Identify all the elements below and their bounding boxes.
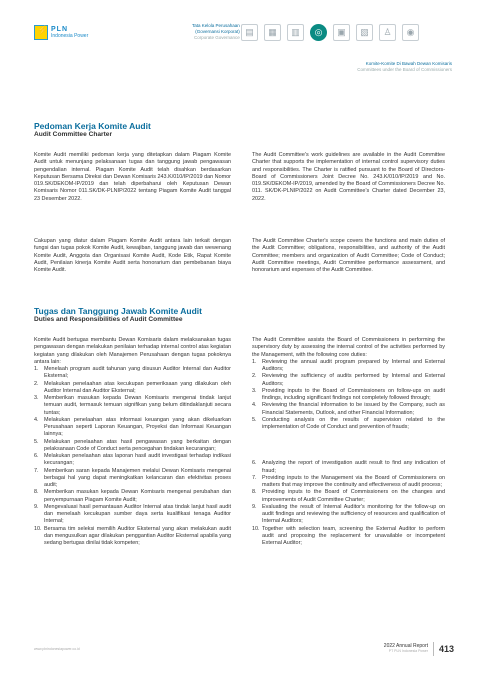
section-tag — [357, 61, 452, 73]
chapter-title — [192, 23, 240, 41]
section1-left-p2: Cakupan yang diatur dalam Piagam Komite Audit antara lain terkait dengan fungsi dan tugas pokok Komite Audit, kewajiban, tanggung jawab dan wewenang Komite Audit, Anggota dan Organisasi Komite Audit, Kode Etik, Rapat Komite Audit, Penilaian kinerja Komite Audit serta honorarium dan pembebanan biaya Komite Audit. — [34, 238, 231, 273]
footer-company: PT PLN Indonesia Power — [388, 649, 428, 653]
section1-title: Pedoman Kerja Komite Audit — [34, 121, 151, 131]
section1-left-p1: Komite Audit memiliki pedoman kerja yang ditetapkan dalam Piagam Komite Audit untuk menunjang pelaksanaan tugas dan tanggung jawab pengawasan pengendalian internal. Piagam Komite Audit telah disahkan berdasarkan Keputusan Bersama Direksi dan Dewan Komisaris 243.K/010/IP/2019 dan Nomor 019.SK/DEKOM-IP/2019 dan telah diperbaharui oleh Keputusan Dewan Komisaris Nomor 011.SK/DK-PLNIP/2022 tentang Piagam Komite Audit tanggal 23 Desember 2022. — [34, 152, 231, 202]
list-item: 9. Mengevaluasi hasil pemantauan Auditor Internal atas tindak lanjut hasil audit dan menelaah kecukupan sumber daya serta kualifikasi tenaga Auditor Internal; — [34, 503, 231, 525]
chart-icon[interactable]: ▥ — [287, 24, 304, 41]
list-item: 3. Memberikan masukan kepada Dewan Komisaris mengenai tindak lanjut temuan audit, termasuk temuan signifikan yang belum ditindaklanjuti secara tuntas; — [34, 395, 231, 416]
list-item: 4. Melakukan penelaahan atas informasi keuangan yang akan dikeluarkan Perusahaan seperti Laporan Keuangan, Proyeksi dan Informasi Keuangan lainnya; — [34, 416, 231, 438]
list-item: 5. Conducting analysis on the results of supervision related to the implementation of Code of Conduct and prevention of frauds; — [252, 416, 445, 430]
section2-subtitle: Duties and Responsibilities of Audit Committee — [34, 316, 183, 323]
section2-right-text — [252, 337, 445, 547]
footer-url[interactable]: www.plnindonesiapower.co.id — [34, 647, 80, 651]
list-item: 1. Menelaah program audit tahunan yang disusun Auditor Internal dan Auditor Eksternal; — [34, 366, 231, 380]
section2-title: Tugas dan Tanggung Jawab Komite Audit — [34, 306, 202, 316]
section1-right-p1: The Audit Committee's work guidelines are available in the Audit Committee Charter that supports the implementation of internal control supervisory duties and responsibilities. The Charter is ratified pursuant to the Board of Directors-Board of Commissioners Joint Decree No. 243.K/010/IP/2019 and No. 019.SK/DEKOM-IP/2019, amended by the Board of Commissioners Decree No. 011. SK/DK-PLNIP/2022 on Audit Committee's Charter dated December 23, 2022. — [252, 152, 445, 202]
section1-subtitle: Audit Committee Charter — [34, 131, 113, 138]
section1-right-text — [252, 152, 445, 203]
chapter-title-line2: (Governansi Korporat) — [195, 29, 240, 34]
report-icon[interactable]: ▣ — [333, 24, 350, 41]
section-tag-line2: Committees under the Board of Commissioners — [357, 67, 452, 72]
footer-report — [384, 643, 428, 653]
list-item: 2. Reviewing the sufficiency of audits performed by Internal and External Auditors; — [252, 373, 445, 387]
list-item: 4. Reviewing the financial information to be issued by the Company, such as Financial Statements, Outlook, and other Financial Information; — [252, 402, 445, 416]
section2-left-intro: Komite Audit bertugas membantu Dewan Komisaris dalam melaksanakan tugas pengawasan dengan melakukan penilaian terhadap internal control atas kegiatan kegiatan yang dilakukan oleh Manajemen Perusahaan dengan tugas pokoknya antara lain: — [34, 337, 231, 365]
list-item: 1. Reviewing the annual audit program prepared by Internal and External Auditors; — [252, 358, 445, 372]
chapter-title-english: Corporate Governance — [194, 35, 240, 40]
list-item: 2. Melakukan penelaahan atas kecukupan pemeriksaan yang dilakukan oleh Auditor Internal dan Auditor Eksternal; — [34, 380, 231, 394]
list-item: 3. Providing inputs to the Board of Commissioners on follow-ups on audit findings, including significant findings not completely followed through; — [252, 387, 445, 401]
overview-icon[interactable]: ▤ — [241, 24, 258, 41]
section2-right-intro: The Audit Committee assists the Board of Commissioners in performing the supervisory duty by assessing the internal control of the activities performed by the Management, with the following core duties: — [252, 337, 445, 358]
book-icon[interactable]: ▧ — [356, 24, 373, 41]
logo-subtext: Indonesia Power — [51, 32, 89, 39]
section1-right-p2: The Audit Committee Charter's scope covers the functions and main duties of the Audit Committee; obligations, responsibilities, and authority of the Audit Committee; members and organization of Audit Committee; Code of Conduct; Audit Committee meetings, Audit Committee performance assessment, and honorarium and expenses of the Audit Committee. — [252, 238, 445, 273]
company-logo — [34, 25, 88, 40]
list-item: 10. Bersama tim seleksi memilih Auditor Eksternal yang akan melakukan audit dan mengusulkan agar dilakukan penggantian Auditor Eksternal apabila yang sedang bertugas dinilai tidak kompeten; — [34, 525, 231, 546]
section1-left-text — [34, 152, 231, 203]
duties-list-en — [252, 359, 445, 548]
list-item: 9. Evaluating the result of Internal Auditor's monitoring for the follow-up on audit findings and reviewing the sufficiency of resources and qualification of Internal Auditors; — [252, 503, 445, 525]
document-icon[interactable]: ▦ — [264, 24, 281, 41]
list-item: 7. Memberikan saran kepada Manajemen melalui Dewan Komisaris mengenai berbagai hal yang dapat meningkatkan kelancaran dan efektivitas proses audit; — [34, 467, 231, 488]
section1-left-text-2 — [34, 238, 231, 274]
list-item: 6. Analyzing the report of investigation audit result to find any indication of fraud; — [252, 460, 445, 474]
people-icon[interactable]: ♙ — [379, 24, 396, 41]
duties-list-id — [34, 366, 231, 547]
logo-text: PLN — [51, 25, 68, 33]
list-item: 10. Together with selection team, screening the External Auditor to perform audit and proposing the replacement for unavailable or incompetent External Auditor; — [252, 525, 445, 546]
chapter-title-line1: Tata Kelola Perusahaan — [192, 23, 240, 28]
footer-divider — [433, 642, 434, 656]
list-item: 7. Providing inputs to the Management via the Board of Commissioners on matters that may improve the continuity and effectiveness of audit process; — [252, 474, 445, 488]
list-item: 6. Melakukan penelaahan atas laporan hasil audit investigasi terhadap indikasi kecurangan; — [34, 453, 231, 467]
section-tag-line1: Komite-Komite Di Bawah Dewan Komisaris — [365, 61, 452, 66]
governance-icon[interactable]: ◎ — [310, 24, 327, 41]
globe-icon[interactable]: ◉ — [402, 24, 419, 41]
chapter-navigation — [241, 24, 425, 41]
list-item: 5. Melakukan penelaahan atas hasil pengawasan yang berkaitan dengan pelaksanaan Code of Conduct serta pencegahan tindakan kecurangan; — [34, 438, 231, 452]
page-number: 413 — [439, 644, 455, 654]
section2-left-text — [34, 337, 231, 547]
section1-right-text-2 — [252, 238, 445, 274]
list-item: 8. Providing inputs to the Board of Commissioners on the changes and improvements of Audit Committee Charter; — [252, 489, 445, 503]
lightning-logo-icon — [34, 25, 48, 40]
list-item: 8. Memberikan masukan kepada Dewan Komisaris mengenai perubahan dan penyempurnaan Piagam Komite Audit; — [34, 489, 231, 503]
footer-report-title: 2022 Annual Report — [383, 643, 428, 649]
